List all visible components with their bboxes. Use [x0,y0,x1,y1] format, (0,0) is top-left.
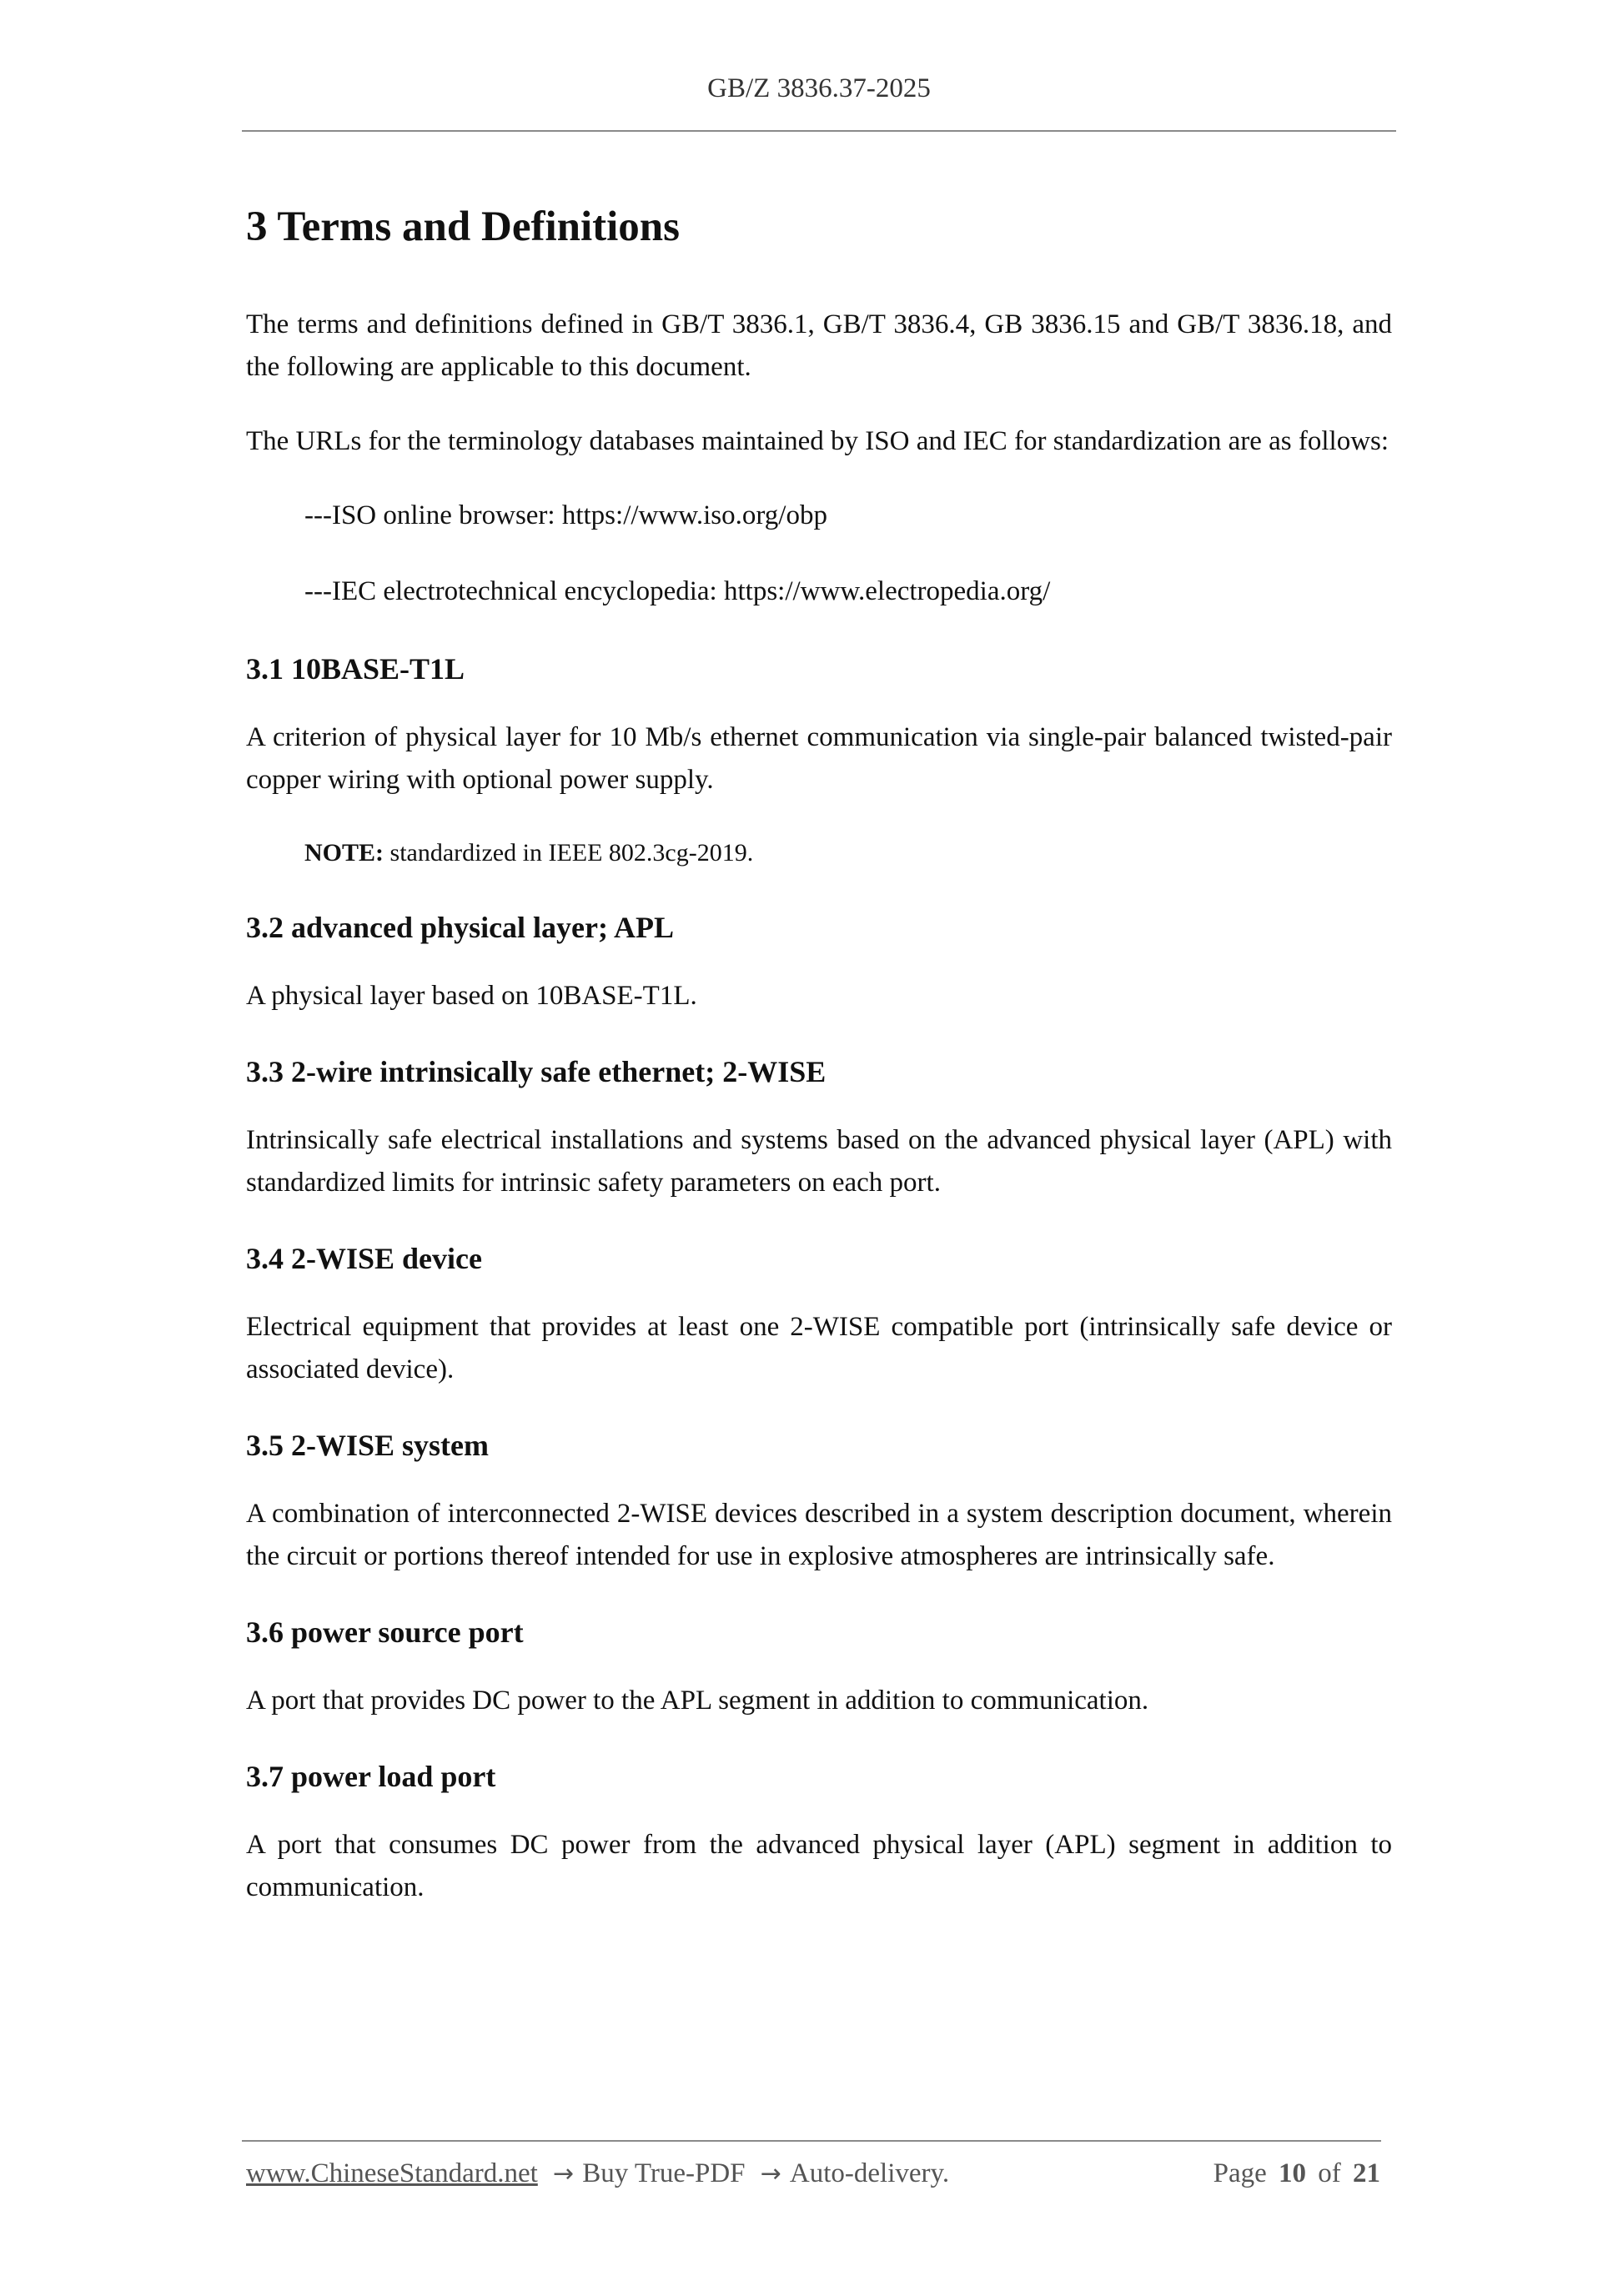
term-note-3-1 [304,833,1392,873]
website-link[interactable]: www.ChineseStandard.net [246,2158,538,2188]
header-divider [242,130,1396,132]
footer-divider [242,2140,1381,2142]
term-title-3-2: 3.2 advanced physical layer; APL [246,911,675,944]
note-label: NOTE: [304,839,384,867]
total-page-count: 21 [1353,2158,1380,2188]
term-definition-3-5: A combination of interconnected 2-WISE devices described in a system description document, wherein the circuit or portions thereof intended for use in explosive atmospheres are intrinsically safe. [246,1499,1392,1571]
auto-delivery-text: Auto-delivery. [789,2158,950,2188]
iec-url-item: ---IEC electrotechnical encyclopedia: https://www.electropedia.org/ [304,576,1051,606]
page-footer [246,2158,1380,2189]
term-definition-3-6: A port that provides DC power to the APL segment in addition to communication. [246,1686,1149,1716]
iso-url-item: ---ISO online browser: https://www.iso.org/obp [304,500,827,530]
note-text: standardized in IEEE 802.3cg-2019. [384,839,754,867]
section-title: 3 Terms and Definitions [246,203,681,250]
urls-intro-paragraph: The URLs for the terminology databases maintained by ISO and IEC for standardization are as follows: [246,426,1389,456]
document-id-header: GB/Z 3836.37-2025 [707,73,931,103]
footer-left [246,2158,949,2189]
page-label: Page [1213,2158,1267,2188]
term-definition-3-7: A port that consumes DC power from the advanced physical layer (APL) segment in addition to communication. [246,1830,1392,1902]
intro-paragraph: The terms and definitions defined in GB/T 3836.1, GB/T 3836.4, GB 3836.15 and GB/T 3836.18, and the following are applicable to this document. [246,309,1392,382]
of-label: of [1318,2158,1341,2188]
current-page-number: 10 [1279,2158,1306,2188]
term-title-3-1: 3.1 10BASE-T1L [246,652,465,686]
page-content [246,192,1392,1941]
page-indicator [1208,2158,1380,2189]
term-definition-3-4: Electrical equipment that provides at least one 2-WISE compatible port (intrinsically safe device or associated device). [246,1312,1392,1384]
term-title-3-6: 3.6 power source port [246,1615,524,1649]
arrow-right-icon: → [553,2159,575,2188]
term-definition-3-1: A criterion of physical layer for 10 Mb/s ethernet communication via single-pair balanced twisted-pair copper wiring with optional power supply. [246,722,1392,795]
term-title-3-3: 3.3 2-wire intrinsically safe ethernet; 2-WISE [246,1055,827,1088]
term-definition-3-3: Intrinsically safe electrical installations and systems based on the advanced physical layer (APL) with standardized limits for intrinsic safety parameters on each port. [246,1125,1392,1198]
buy-pdf-text: Buy True-PDF [582,2158,746,2188]
term-title-3-4: 3.4 2-WISE device [246,1242,482,1275]
term-title-3-7: 3.7 power load port [246,1760,496,1793]
term-definition-3-2: A physical layer based on 10BASE-T1L. [246,981,697,1011]
arrow-right-icon: → [760,2159,781,2188]
term-title-3-5: 3.5 2-WISE system [246,1429,490,1462]
